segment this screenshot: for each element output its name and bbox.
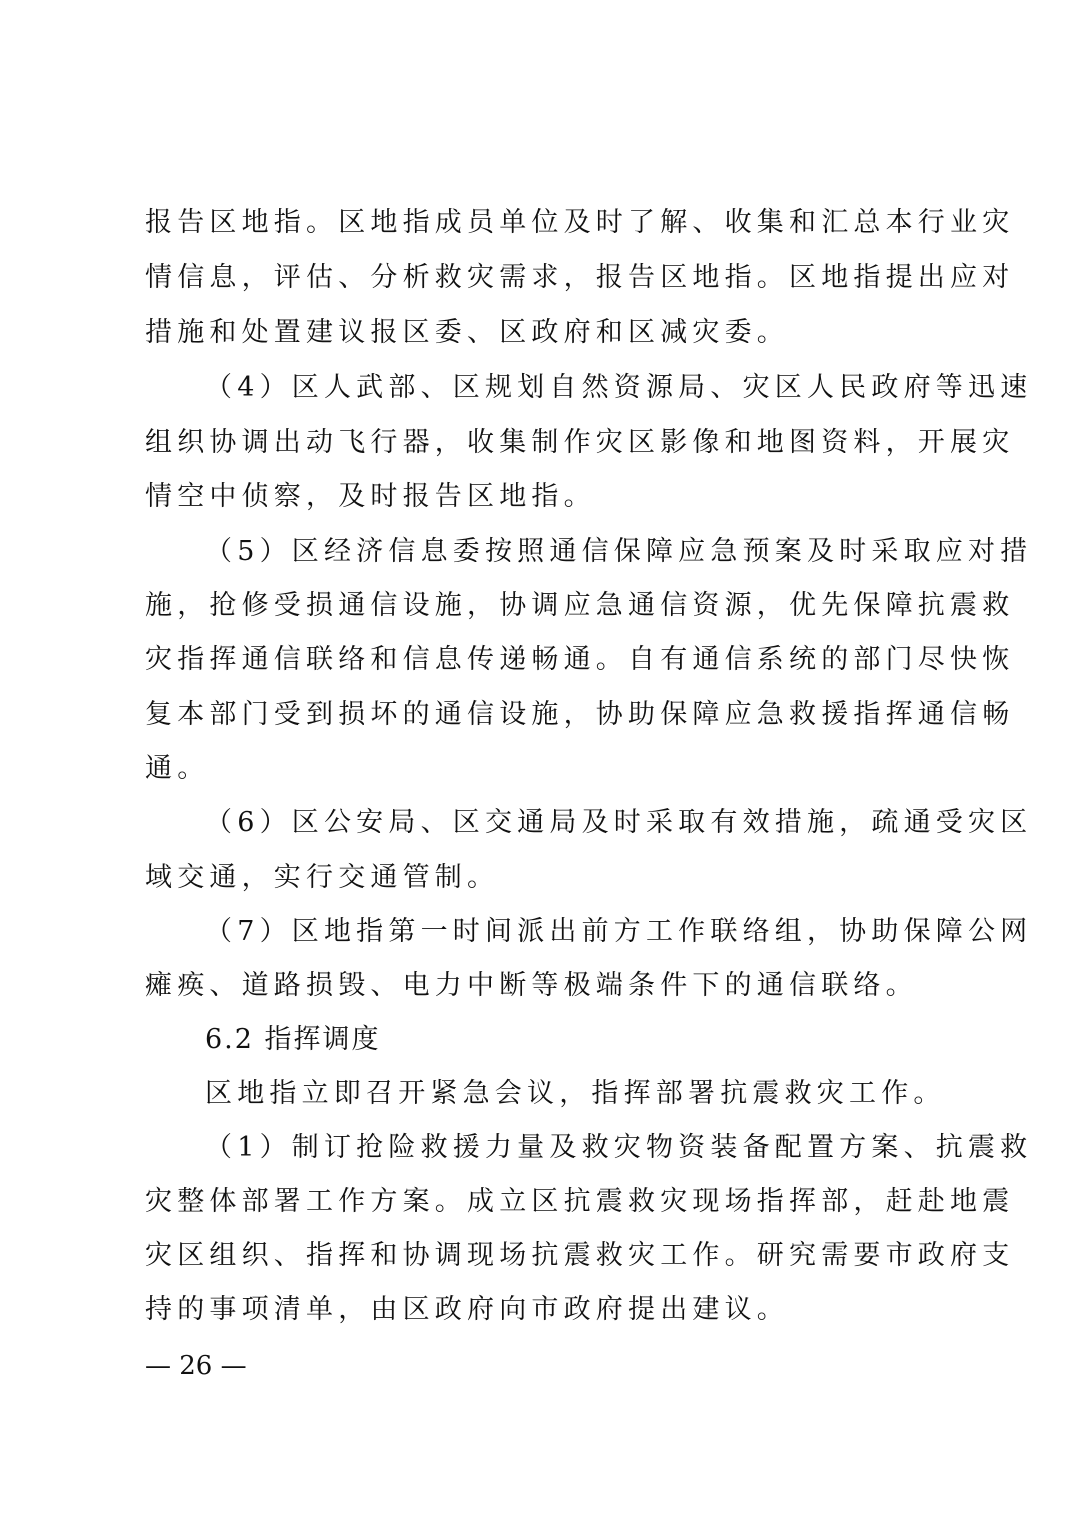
text-line: （6）区公安局、区交通局及时采取有效措施，疏通受灾区: [205, 807, 1033, 838]
text-line: 情空中侦察，及时报告区地指。: [145, 481, 596, 512]
text-line: 组织协调出动飞行器，收集制作灾区影像和地图资料，开展灾: [145, 427, 1015, 458]
text-line: 复本部门受到损坏的通信设施，协助保障应急救援指挥通信畅: [145, 699, 1015, 730]
text-line: 报告区地指。区地指成员单位及时了解、收集和汇总本行业灾: [145, 207, 1015, 238]
page-number: — 26 —: [145, 1351, 247, 1381]
text-line: 情信息，评估、分析救灾需求，报告区地指。区地指提出应对: [145, 262, 1015, 293]
text-line: 通。: [145, 753, 210, 784]
text-line: （1）制订抢险救援力量及救灾物资装备配置方案、抗震救: [205, 1132, 1033, 1163]
text-line: 持的事项清单，由区政府向市政府提出建议。: [145, 1294, 789, 1325]
text-line: 措施和处置建议报区委、区政府和区减灾委。: [145, 317, 789, 348]
text-line: 区地指立即召开紧急会议，指挥部署抗震救灾工作。: [205, 1078, 946, 1109]
text-line: 灾区组织、指挥和协调现场抗震救灾工作。研究需要市政府支: [145, 1240, 1015, 1271]
text-line: （5）区经济信息委按照通信保障应急预案及时采取应对措: [205, 536, 1033, 567]
text-line: 灾整体部署工作方案。成立区抗震救灾现场指挥部，赶赴地震: [145, 1186, 1015, 1217]
text-line: 瘫痪、道路损毁、电力中断等极端条件下的通信联络。: [145, 970, 918, 1001]
text-line: 灾指挥通信联络和信息传递畅通。自有通信系统的部门尽快恢: [145, 644, 1015, 675]
section-heading: 6.2 指挥调度: [205, 1024, 381, 1055]
text-line: 施，抢修受损通信设施，协调应急通信资源，优先保障抗震救: [145, 590, 1015, 621]
text-line: （4）区人武部、区规划自然资源局、灾区人民政府等迅速: [205, 372, 1033, 403]
text-line: 域交通，实行交通管制。: [145, 862, 500, 893]
text-line: （7）区地指第一时间派出前方工作联络组，协助保障公网: [205, 916, 1033, 947]
